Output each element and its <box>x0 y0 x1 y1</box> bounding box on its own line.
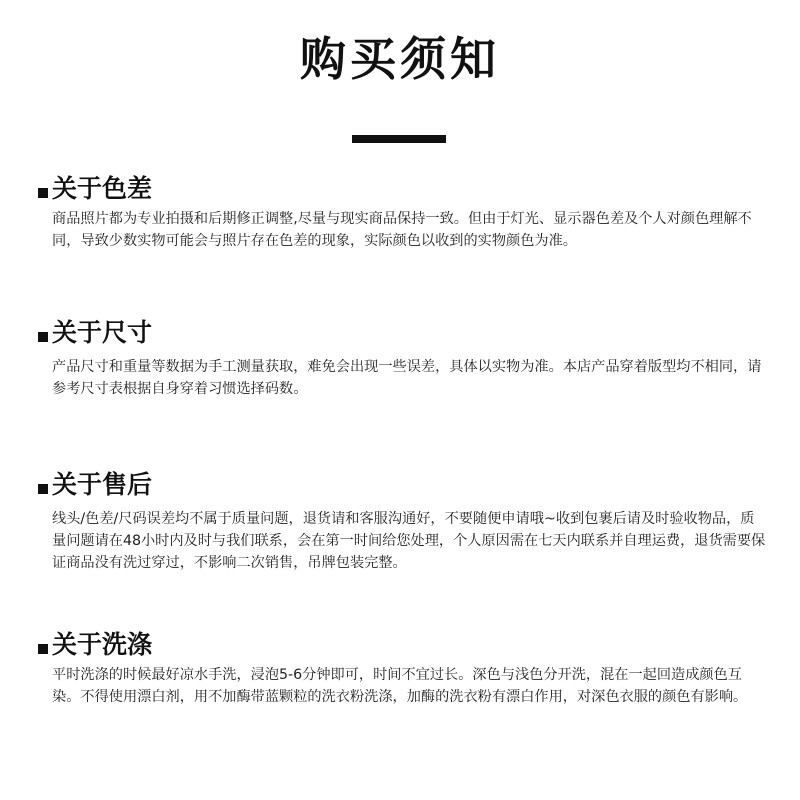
section-heading-text: 关于洗涤 <box>52 630 153 659</box>
square-bullet-icon <box>38 484 48 494</box>
section-heading <box>46 468 766 502</box>
section-body-text: 产品尺寸和重量等数据为手工测量获取，难免会出现一些误差，具体以实物为准。本店产品穿着版型均不相同，请参考尺寸表根据自身穿着习惯选择码数。 <box>52 359 762 397</box>
section-body-text: 平时洗涤的时候最好凉水手洗，浸泡5-6分钟即可，时间不宜过长。深色与浅色分开洗，混在一起回造成颜色互染。不得使用漂白剂，用不加酶带蓝颗粒的洗衣粉洗涤，加酶的洗衣粉有漂白作用，对深色衣服的颜色有影响。 <box>52 667 748 705</box>
square-bullet-icon <box>38 188 48 198</box>
section-washing <box>46 628 766 708</box>
section-body-text: 线头/色差/尺码误差均不属于质量问题，退货请和客服沟通好，不要随便申请哦~收到包裹后请及时验收物品，质量问题请在48小时内及时与我们联系，会在第一时间给您处理，个人原因需在七天内联系并自理运费，退货需要保证商品没有洗过穿过，不影响二次销售，吊牌包装完整。 <box>52 511 766 571</box>
section-heading <box>46 316 766 350</box>
section-heading-text: 关于色差 <box>52 174 153 203</box>
square-bullet-icon <box>38 644 48 654</box>
section-heading <box>46 172 766 206</box>
section-heading <box>46 628 766 662</box>
page-title: 购买须知 <box>300 32 500 86</box>
section-size <box>46 316 766 400</box>
section-after-sales <box>46 468 766 574</box>
title-divider <box>352 135 446 143</box>
section-color-difference <box>46 172 766 252</box>
section-body-text: 商品照片都为专业拍摄和后期修正调整,尽量与现实商品保持一致。但由于灯光、显示器色差及个人对颜色理解不同，导致少数实物可能会与照片存在色差的现象，实际颜色以收到的实物颜色为准。 <box>52 211 752 249</box>
square-bullet-icon <box>38 332 48 342</box>
section-heading-text: 关于尺寸 <box>52 318 153 347</box>
section-heading-text: 关于售后 <box>52 470 153 499</box>
